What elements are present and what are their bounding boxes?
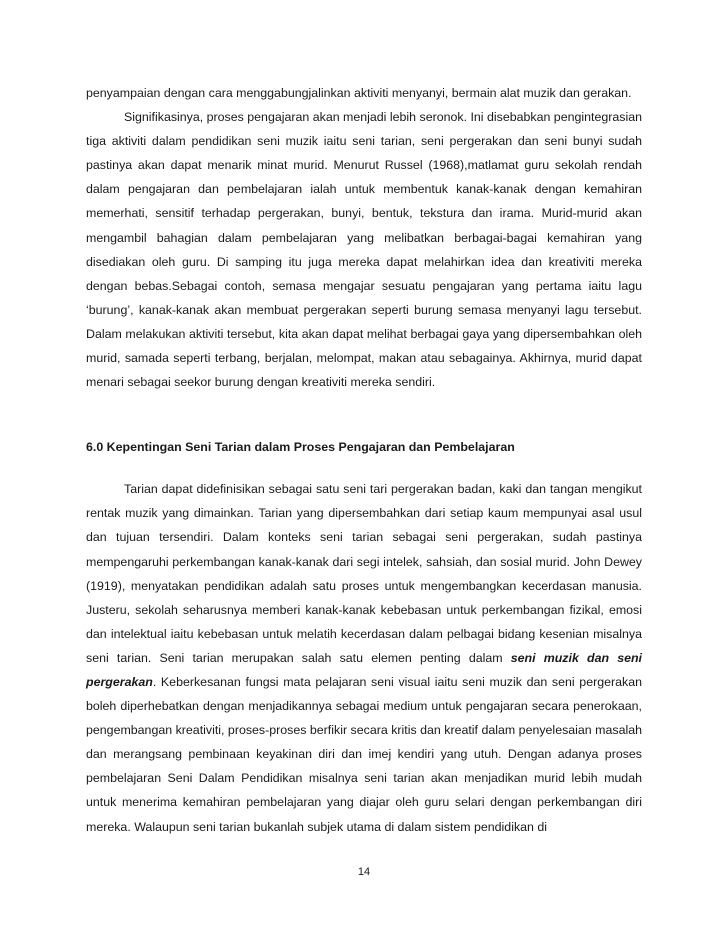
paragraph-dance-definition — [86, 477, 642, 838]
paragraph-text-part-2: . Keberkesanan fungsi mata pelajaran seni visual iaitu seni muzik dan seni pergerakan boleh diperhebatkan dengan menjadikannya sebagai medium untuk pengajaran secara penerokaan, pengembangan kreativiti, proses-proses berfikir secara kritis dan kreatif dalam penyelesaian masalah dan merangsang pembinaan keyakinan diri dan imej kendiri yang utuh. Dengan adanya proses pembelajaran Seni Dalam Pendidikan misalnya seni tarian akan menjadikan murid lebih mudah untuk menerima kemahiran pembelajaran yang diajar oleh guru selari dengan perkembangan diri mereka. Walaupun seni tarian bukanlah subjek utama di dalam sistem pendidikan di — [86, 674, 642, 834]
emphasized-phrase: seni muzik dan seni pergerakan — [86, 650, 642, 689]
paragraph-text-part-1: Tarian dapat didefinisikan sebagai satu seni tari pergerakan badan, kaki dan tangan mengikut rentak muzik yang dimainkan. Tarian yang dipersembahkan dari setiap kaum mempunyai asal usul dan tujuan tersendiri. Dalam konteks seni tarian sebagai seni pergerakan, sudah pastinya mempengaruhi perkembangan kanak-kanak dari segi intelek, sahsiah, dan sosial murid. John Dewey (1919), menyatakan pendidikan adalah satu proses untuk mengembangkan kecerdasan manusia. Justeru, sekolah seharusnya memberi kanak-kanak kebebasan untuk perkembangan fizikal, emosi dan intelektual iaitu kebebasan untuk melatih kecerdasan dalam pelbagai bidang kesenian misalnya seni tarian. Seni tarian merupakan salah satu elemen penting dalam — [86, 482, 642, 665]
document-page — [86, 81, 642, 839]
paragraph-significance: Signifikasinya, proses pengajaran akan menjadi lebih seronok. Ini disebabkan pengintegrasian tiga aktiviti dalam pendidikan seni muzik iaitu seni tarian, seni pergerakan dan seni bunyi sudah pastinya akan dapat menarik minat murid. Menurut Russel (1968),matlamat guru sekolah rendah dalam pengajaran dan pembelajaran ialah untuk membentuk kanak-kanak dengan kemahiran memerhati, sensitif terhadap pergerakan, bunyi, bentuk, tekstura dan irama. Murid-murid akan mengambil bahagian dalam pembelajaran yang melibatkan berbagai-bagai kemahiran yang disediakan oleh guru. Di samping itu juga mereka dapat melahirkan idea dan kreativiti mereka dengan bebas.Sebagai contoh, semasa mengajar sesuatu pengajaran yang pertama iaitu lagu ‘burung’, kanak-kanak akan membuat pergerakan seperti burung semasa menyanyi lagu tersebut. Dalam melakukan aktiviti tersebut, kita akan dapat melihat berbagai gaya yang dipersembahkan oleh murid, samada seperti terbang, berjalan, melompat, makan atau sebagainya. Akhirnya, murid dapat menari sebagai seekor burung dengan kreativiti mereka sendiri. — [86, 110, 642, 390]
section-heading: 6.0 Kepentingan Seni Tarian dalam Proses Pengajaran dan Pembelajaran — [86, 440, 515, 455]
page-number: 14 — [357, 866, 371, 878]
paragraph-continuation: penyampaian dengan cara menggabungjalinkan aktiviti menyanyi, bermain alat muzik dan gerakan. — [86, 86, 632, 100]
